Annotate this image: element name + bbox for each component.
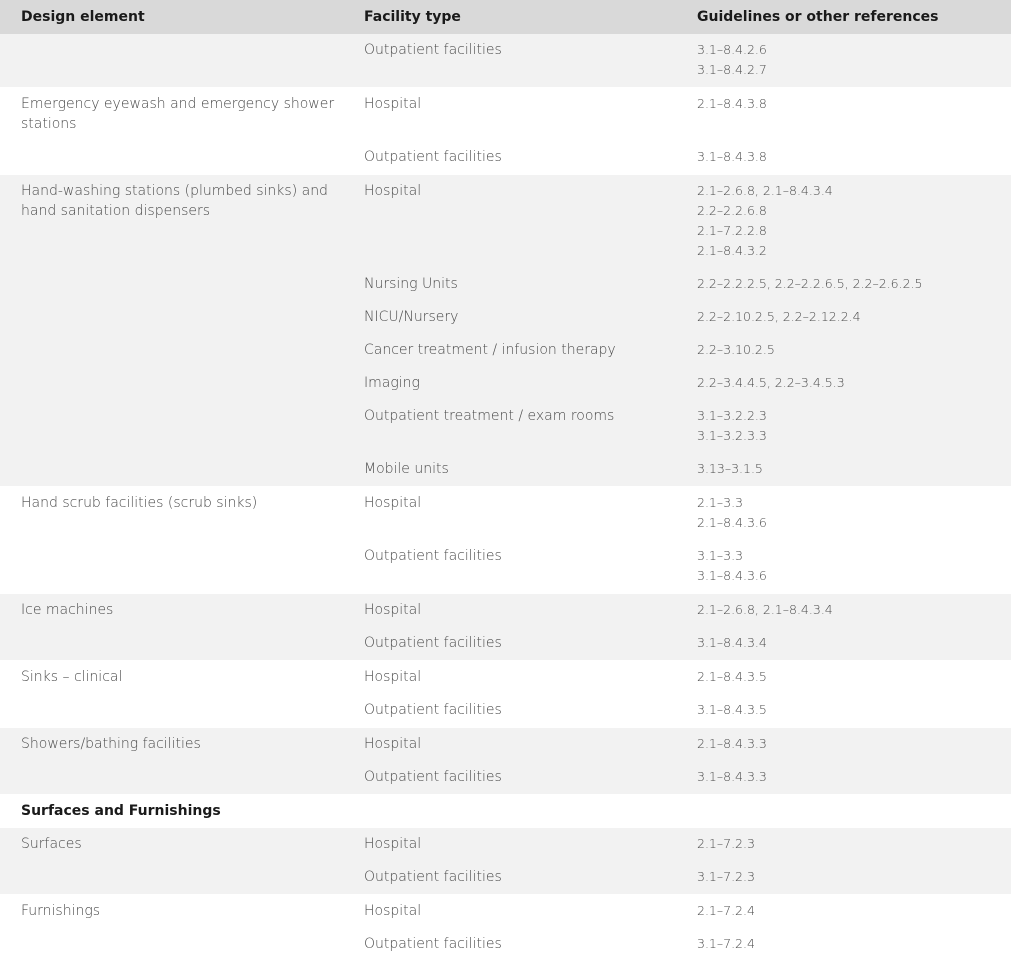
- table-row: [0, 175, 1011, 269]
- guideline-refs-cell: [679, 487, 1011, 541]
- table-row: [0, 268, 1011, 301]
- facility-type-cell: Cancer treatment / infusion therapy: [346, 334, 679, 367]
- facility-type-cell: Hospital: [346, 175, 679, 269]
- facility-type-cell: Mobile units: [346, 453, 679, 487]
- guideline-refs-cell: [679, 828, 1011, 861]
- guideline-ref: 2.2–3.10.2.5: [697, 342, 775, 357]
- facility-type-cell: Imaging: [346, 367, 679, 400]
- guideline-refs-cell: [679, 400, 1011, 453]
- design-element-cell: Showers/bathing facilities: [0, 728, 346, 762]
- guideline-refs-cell: [679, 895, 1011, 929]
- table-row: [0, 661, 1011, 695]
- header-row: [0, 0, 1011, 34]
- guideline-ref: 2.2–2.2.2.5, 2.2–2.2.6.5, 2.2–2.6.2.5: [697, 276, 923, 291]
- guideline-refs-cell: [679, 540, 1011, 594]
- guideline-ref: 2.1–2.6.8, 2.1–8.4.3.4: [697, 183, 833, 198]
- facility-type-cell: Outpatient facilities: [346, 761, 679, 795]
- guideline-refs-cell: [679, 453, 1011, 487]
- guideline-ref: 2.1–2.6.8, 2.1–8.4.3.4: [697, 602, 833, 617]
- design-element-cell: [0, 400, 346, 453]
- design-element-cell: Furnishings: [21, 903, 101, 919]
- guideline-ref: 3.1–3.2.3.3: [697, 428, 767, 443]
- guideline-refs-cell: [679, 141, 1011, 175]
- table-header: [0, 0, 1011, 34]
- guideline-refs-cell: [679, 694, 1011, 728]
- header-facility-type: Facility type: [346, 0, 679, 34]
- facility-type-cell: Outpatient facilities: [346, 627, 679, 661]
- guideline-refs-cell: [679, 761, 1011, 795]
- facility-type-cell: Hospital: [364, 96, 422, 112]
- guideline-ref: 3.1–8.4.2.7: [697, 62, 767, 77]
- facility-type-cell: Outpatient facilities: [346, 34, 679, 88]
- guideline-refs-cell: [679, 34, 1011, 88]
- design-element-cell: Surfaces: [0, 828, 346, 861]
- design-element-cell: [0, 141, 346, 175]
- guideline-refs-cell: [679, 175, 1011, 269]
- facility-type-cell: Outpatient facilities: [346, 540, 679, 594]
- guideline-ref: 2.1–8.4.3.3: [697, 736, 767, 751]
- guideline-ref: 3.1–3.2.2.3: [697, 408, 767, 423]
- design-element-cell: [0, 301, 346, 334]
- table-row: [0, 453, 1011, 487]
- table-row: [0, 728, 1011, 762]
- design-element-cell: Sinks – clinical: [21, 669, 123, 685]
- design-element-cell: [0, 334, 346, 367]
- table-row: [0, 928, 1011, 962]
- design-element-cell: [0, 34, 346, 88]
- design-element-cell: Emergency eyewash and emergency shower stations: [21, 96, 335, 132]
- table-row: [0, 334, 1011, 367]
- guideline-refs-cell: [679, 301, 1011, 334]
- guideline-ref: 3.1–8.4.3.5: [697, 702, 767, 717]
- guideline-ref: 2.1–7.2.3: [697, 836, 755, 851]
- facility-type-cell: NICU/Nursery: [346, 301, 679, 334]
- guideline-ref: 2.1–8.4.3.6: [697, 515, 767, 530]
- table-row: [0, 88, 1011, 142]
- guideline-refs-cell: [679, 627, 1011, 661]
- guideline-ref: 2.2–2.2.6.8: [697, 203, 767, 218]
- guideline-ref: 2.1–7.2.2.8: [697, 223, 767, 238]
- table-row: [0, 761, 1011, 795]
- section-row: [0, 795, 1011, 829]
- table-row: [0, 487, 1011, 541]
- guideline-ref: 3.1–7.2.4: [697, 936, 755, 951]
- design-element-cell: [0, 268, 346, 301]
- design-element-cell: [0, 540, 346, 594]
- facility-type-cell: Hospital: [364, 903, 422, 919]
- facility-type-cell: Outpatient facilities: [346, 861, 679, 895]
- guideline-ref: 3.1–8.4.3.6: [697, 568, 767, 583]
- facility-type-cell: Hospital: [346, 828, 679, 861]
- guideline-ref: 3.1–8.4.3.4: [697, 635, 767, 650]
- facility-type-cell: Outpatient treatment / exam rooms: [346, 400, 679, 453]
- guideline-refs-cell: [679, 928, 1011, 962]
- guideline-refs-cell: [679, 861, 1011, 895]
- guideline-ref: 3.13–3.1.5: [697, 461, 763, 476]
- guideline-ref: 3.1–8.4.3.8: [697, 149, 767, 164]
- section-heading: Surfaces and Furnishings: [0, 795, 1011, 829]
- design-element-cell: Ice machines: [0, 594, 346, 628]
- guideline-refs-cell: [679, 88, 1011, 142]
- guideline-ref: 2.1–3.3: [697, 495, 744, 510]
- facility-type-cell: Nursing Units: [346, 268, 679, 301]
- design-element-cell: [0, 453, 346, 487]
- table-row: [0, 400, 1011, 453]
- design-element-cell: [0, 928, 346, 962]
- facility-type-cell: Outpatient facilities: [346, 141, 679, 175]
- header-guidelines: Guidelines or other references: [679, 0, 1011, 34]
- design-element-cell: [0, 627, 346, 661]
- guideline-ref: 3.1–8.4.2.6: [697, 42, 767, 57]
- design-element-cell: Hand scrub facilities (scrub sinks): [21, 495, 258, 511]
- guideline-ref: 3.1–7.2.3: [697, 869, 755, 884]
- table-row: [0, 895, 1011, 929]
- facility-type-cell: Hospital: [346, 594, 679, 628]
- design-element-cell: [0, 694, 346, 728]
- design-element-cell: [0, 367, 346, 400]
- table-row: [0, 367, 1011, 400]
- guideline-refs-cell: [679, 367, 1011, 400]
- table-row: [0, 540, 1011, 594]
- guideline-ref: 3.1–8.4.3.3: [697, 769, 767, 784]
- design-element-cell: [0, 861, 346, 895]
- table-row: [0, 694, 1011, 728]
- table-row: [0, 861, 1011, 895]
- table-row: [0, 141, 1011, 175]
- guideline-refs-cell: [679, 268, 1011, 301]
- table-row: [0, 34, 1011, 88]
- table-body: [0, 34, 1011, 962]
- facility-type-cell: Hospital: [364, 495, 422, 511]
- guideline-refs-cell: [679, 728, 1011, 762]
- table-row: [0, 627, 1011, 661]
- guideline-ref: 2.1–8.4.3.8: [697, 96, 767, 111]
- guideline-refs-cell: [679, 661, 1011, 695]
- facility-type-cell: Outpatient facilities: [346, 694, 679, 728]
- guideline-refs-cell: [679, 334, 1011, 367]
- facility-type-cell: Hospital: [346, 728, 679, 762]
- guideline-ref: 2.2–2.10.2.5, 2.2–2.12.2.4: [697, 309, 861, 324]
- design-element-cell: [0, 761, 346, 795]
- facility-type-cell: Hospital: [364, 669, 422, 685]
- guideline-ref: 2.1–8.4.3.2: [697, 243, 767, 258]
- guideline-ref: 3.1–3.3: [697, 548, 744, 563]
- design-element-cell: Hand-washing stations (plumbed sinks) and hand sanitation dispensers: [0, 175, 346, 269]
- table-row: [0, 828, 1011, 861]
- table-row: [0, 594, 1011, 628]
- header-design-element: Design element: [0, 0, 346, 34]
- facility-type-cell: Outpatient facilities: [346, 928, 679, 962]
- table-row: [0, 301, 1011, 334]
- guideline-ref: 2.2–3.4.4.5, 2.2–3.4.5.3: [697, 375, 845, 390]
- guideline-refs-cell: [679, 594, 1011, 628]
- guideline-ref: 2.1–7.2.4: [697, 903, 755, 918]
- guideline-ref: 2.1–8.4.3.5: [697, 669, 767, 684]
